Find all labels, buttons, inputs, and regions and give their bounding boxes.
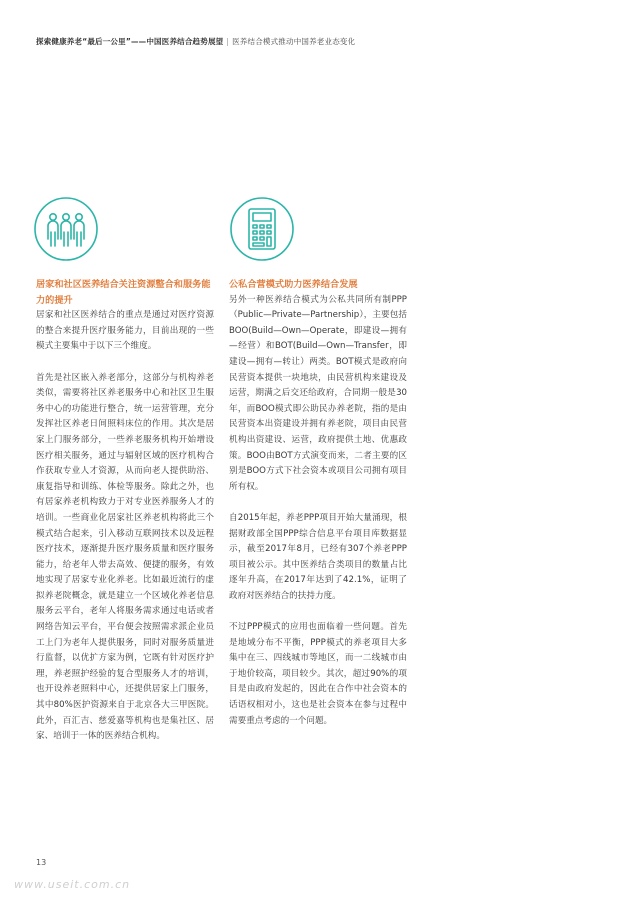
left-paragraph-1: 居家和社区医养结合的重点是通过对医疗资源的整合来提升医疗服务能力，目前出现的一些模式主要集中于以下三个维度。 xyxy=(36,310,214,352)
right-paragraph-1: 另外一种医养结合模式为公私共同所有制PPP（Public—Private—Partnership），主要包括BOO(Build—Own—Operate，即建设—拥有—经营）和BOT(Build—Own—Transfer，即建设—拥有—转让）两类。BOT模式是政府向民营资本提供一块地块，由民营机构来建设及运营，期满之后交还给政府，合同期一般是30年，而BOO模式即公助民办养老院，指的是由民营资本出资建设并拥有养老院，项目由民营机构出资建设、运营，政府提供土地、优惠政策。BOO由BOT方式演变而来，二者主要的区别是BOO方式下社会资本或项目公司拥有项目所有权。 xyxy=(229,294,407,492)
watermark: www.useit.com.cn xyxy=(14,878,131,891)
running-header xyxy=(36,36,355,47)
people-icon xyxy=(33,196,99,262)
right-column xyxy=(229,277,407,745)
right-paragraph-3: 不过PPP模式的应用也面临着一些问题。首先是地域分布不平衡，PPP模式的养老项目大多集中在三、四线城市等地区，而一二线城市由于地价较高，项目较少。其次，超过90%的项目是由政府发起的，因此在合作中社会资本的话语权相对小，这也是社会资本在参与过程中需要重点考虑的一个问题。 xyxy=(229,622,407,726)
header-section: 医养结合模式推动中国养老业态变化 xyxy=(232,37,356,46)
left-column xyxy=(36,277,214,760)
calculator-icon xyxy=(229,196,295,262)
right-heading: 公私合营模式助力医养结合发展 xyxy=(229,279,358,290)
left-heading: 居家和社区医养结合关注资源整合和服务能力的提升 xyxy=(36,279,211,306)
header-separator: | xyxy=(226,37,230,46)
right-paragraph-2: 自2015年起，养老PPP项目开始大量涌现，根据财政部全国PPP综合信息平台项目库数据显示，截至2017年8月，已经有307个养老PPP项目被公示。其中医养结合类项目的数量占比逐年升高，在2017年达到了42.1%，证明了政府对医养结合的扶持力度。 xyxy=(229,512,407,601)
header-title: 探索健康养老“最后一公里”——中国医养结合趋势展望 xyxy=(36,37,224,46)
page-number: 13 xyxy=(36,858,47,867)
left-paragraph-2: 首先是社区嵌入养老部分，这部分与机构养老类似，需要将社区养老服务中心和社区卫生服务中心的功能进行整合，统一运营管理，充分发挥社区养老日间照料床位的作用。其次是居家上门服务部分，一些养老服务机构开始增设医疗相关服务，通过与辐射区域的医疗机构合作获取专业人才资源，从而向老人提供助浴、康复指导和训练、体检等服务。除此之外，也有居家养老机构致力于对专业医养服务人才的培训。一些商业化居家社区养老机构将此三个模式结合起来，引入移动互联网技术以及远程医疗技术，逐渐提升医疗服务质量和医疗服务能力，给老年人带去高效、便捷的服务，有效地实现了居家专业化养老。比如最近流行的虚拟养老院概念，就是建立一个区域化养老信息服务云平台，老年人将服务需求通过电话或者网络告知云平台，平台便会按照需求派企业员工上门为老年人提供服务，同时对服务质量进行监督，以优扩方家为例，它既有针对医疗护理，养老照护经验的复合型服务人才的培训，也开设养老照料中心，还提供居家上门服务，其中80%医护资源来自于北京各大三甲医院。此外，百汇吉、慈爱嘉等机构也是集社区、居家、培训于一体的医养结合机构。 xyxy=(36,372,214,742)
